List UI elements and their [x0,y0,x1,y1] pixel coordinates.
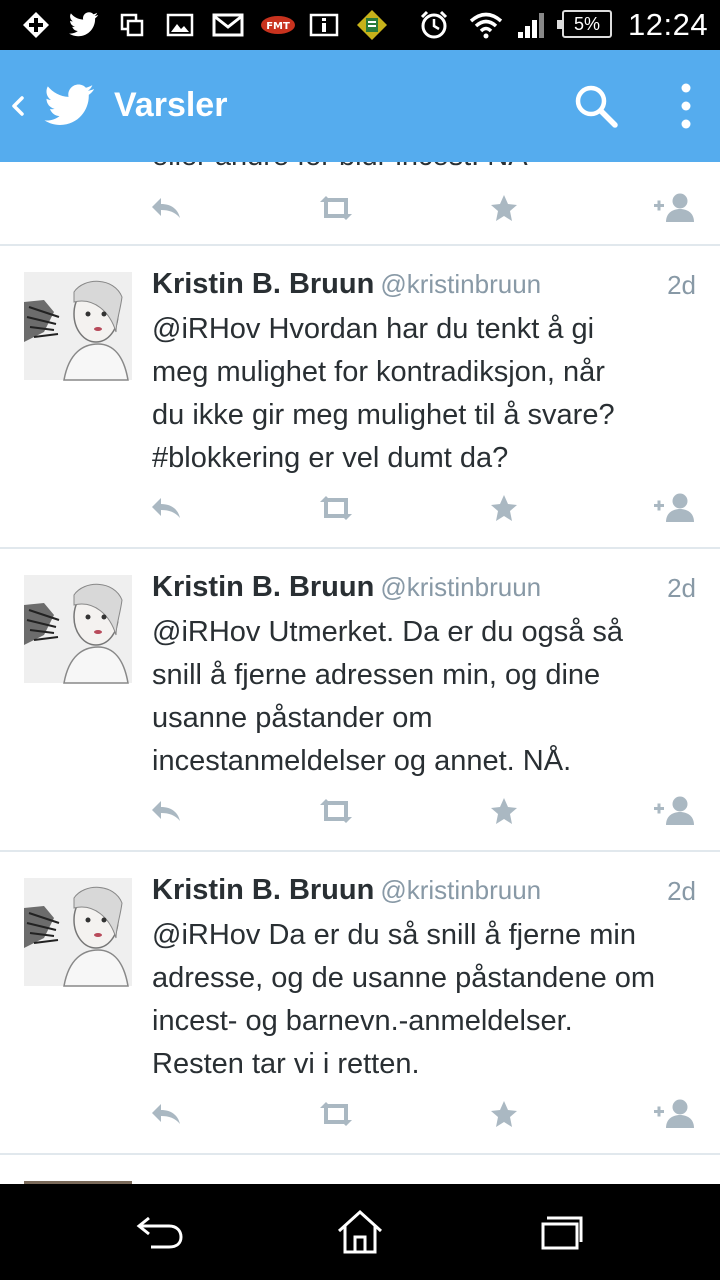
battery-level: 5% [573,13,600,34]
image-icon [164,9,196,41]
retweet-icon[interactable] [314,490,358,526]
tweet-timestamp: 2d [667,876,696,906]
reply-icon[interactable] [144,190,188,226]
reply-icon[interactable] [144,1096,188,1132]
gmail-icon [212,9,244,41]
retweet-icon[interactable] [314,1096,358,1132]
back-icon[interactable] [130,1206,190,1258]
search-icon[interactable] [572,82,620,130]
tweet-actions [0,1096,720,1132]
home-icon[interactable] [330,1206,390,1258]
avatar[interactable] [24,878,132,986]
notifications-list[interactable] [0,162,720,1184]
tweet-actions [0,490,720,526]
add-icon [20,9,52,41]
tweet-timestamp: 2d [667,573,696,603]
tweet-text: @iRHov Utmerket. Da er du også så snill å fjerne adressen min, og dine usanne påstander om incestanmeldelser og annet. NÅ. [152,616,624,777]
tweet-actions [0,190,720,226]
author-name[interactable]: Kristin B. Bruun [152,571,375,603]
reply-icon[interactable] [144,490,188,526]
tweet-actions [0,793,720,829]
tweet-item[interactable] [0,852,720,1155]
signal-icon [516,9,548,41]
alarm-clock-icon [418,9,450,41]
twitter-bird-icon [68,9,100,41]
tweet-item[interactable] [0,246,720,549]
avatar[interactable] [24,575,132,683]
follow-icon[interactable] [652,1096,696,1132]
retweet-icon[interactable] [314,190,358,226]
battery-icon [562,10,612,38]
author-handle[interactable]: @kristinbruun [380,269,542,299]
retweet-icon[interactable] [314,793,358,829]
copy-icon [116,9,148,41]
info-icon [308,9,340,41]
author-name[interactable]: Kristin B. Bruun [152,268,375,300]
tweet-text: @iRHov Da er du så snill å fjerne min adresse, og de usanne påstandene om incest- og barnevn.-anmeldelser. Resten tar vi i retten. [152,919,656,1080]
tweet-timestamp: 2d [667,270,696,300]
author-handle[interactable]: @kristinbruun [380,875,542,905]
avatar[interactable] [24,272,132,380]
author-name[interactable]: Kristin B. Bruun [152,874,375,906]
tweet-header [152,874,696,914]
overflow-menu-icon[interactable] [672,80,700,132]
page-title: Varsler [114,86,228,124]
tweet-header [152,571,696,611]
favorite-icon[interactable] [482,1096,526,1132]
fmt-icon [260,9,296,41]
clock: 12:24 [628,7,709,42]
action-bar [0,50,720,162]
reply-icon[interactable] [144,793,188,829]
twitter-logo-icon[interactable] [44,80,96,132]
favorite-icon[interactable] [482,793,526,829]
clipboard-icon [356,9,388,41]
follow-icon[interactable] [652,793,696,829]
follow-icon[interactable] [652,190,696,226]
author-handle[interactable]: @kristinbruun [380,572,542,602]
status-bar [0,0,720,50]
tweet-item[interactable] [0,549,720,852]
recents-icon[interactable] [530,1206,590,1258]
favorite-icon[interactable] [482,490,526,526]
tweet-item[interactable] [0,162,720,246]
back-arrow-icon[interactable] [8,86,32,126]
navigation-bar [0,1184,720,1280]
tweet-text: @iRHov Hvordan har du tenkt å gi meg mulighet for kontradiksjon, når du ikke gir meg mulighet til å svare? #blokkering er vel dumt da? [152,313,615,474]
follow-icon[interactable] [652,490,696,526]
favorite-icon[interactable] [482,190,526,226]
tweet-header [152,268,696,308]
svg-text:FMT: FMT [266,21,290,32]
wifi-icon [470,9,502,41]
